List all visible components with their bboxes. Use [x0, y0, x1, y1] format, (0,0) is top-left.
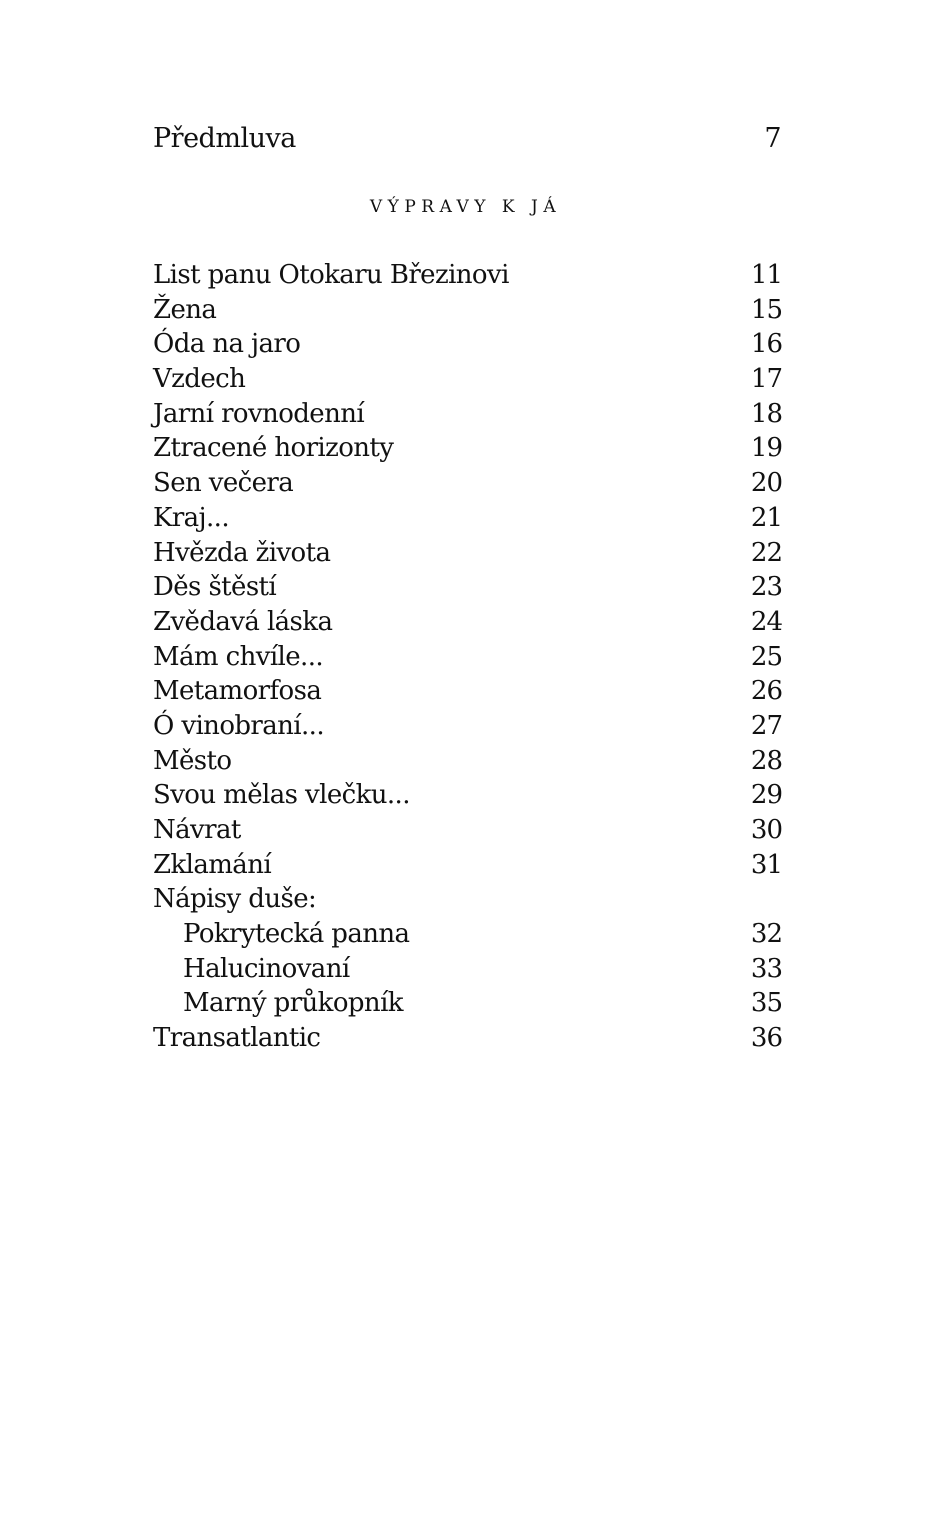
toc-entry [153, 674, 782, 709]
toc-entry-title: Kraj... [153, 502, 230, 533]
toc-entry-title: Vzdech [153, 364, 246, 395]
toc-entry [153, 709, 782, 744]
toc-entry [153, 501, 782, 536]
toc-entry-title: Halucinovaní [183, 953, 350, 984]
toc-entry-title: Hvězda života [153, 537, 331, 568]
toc-entry-page: 19 [750, 433, 782, 464]
toc-entry [153, 848, 782, 883]
toc-entry-title: Transatlantic [153, 1023, 321, 1054]
toc-entry [153, 640, 782, 675]
toc-entry-page: 11 [750, 260, 782, 290]
toc-entry [153, 293, 782, 328]
toc-entry-page: 27 [750, 710, 782, 741]
toc-group-heading [153, 882, 782, 917]
toc-entry-title: Návrat [153, 815, 241, 845]
toc-group-title: Nápisy duše: [153, 884, 317, 915]
toc-entry-page: 35 [750, 988, 782, 1019]
toc-entry-page: 28 [750, 745, 782, 776]
toc-entry-page: 16 [750, 329, 782, 360]
toc-entry-page: 17 [750, 364, 782, 395]
toc-entry-title: Marný průkopník [183, 988, 403, 1019]
toc-entry-title: Óda na jaro [153, 329, 301, 360]
toc-entry [153, 327, 782, 362]
toc-entry-page: 26 [750, 676, 782, 707]
toc-entry-title: Jarní rovnodenní [153, 398, 365, 429]
toc-entry-title: Sen večera [153, 468, 294, 499]
toc-entry-page: 25 [750, 641, 782, 672]
toc-entry-page: 32 [750, 919, 782, 950]
preface-title: Předmluva [153, 122, 296, 154]
toc-entry-title: Mám chvíle... [153, 641, 324, 672]
section-heading: VÝPRAVY K JÁ [369, 197, 562, 217]
toc-entry-page: 22 [750, 537, 782, 568]
toc-entry [153, 536, 782, 571]
toc-entry-title: Žena [153, 294, 217, 325]
toc-entry-title: Svou mělas vlečku... [153, 780, 410, 811]
toc-entry-title: Zklamání [153, 849, 272, 880]
toc-entry-page: 23 [750, 572, 782, 603]
toc-entry [153, 466, 782, 501]
toc-entry-page: 29 [750, 780, 782, 811]
toc-entry-title: Město [153, 745, 232, 776]
toc-entry [153, 570, 782, 605]
toc-entry-page: 20 [750, 468, 782, 499]
toc-entry-title: Metamorfosa [153, 676, 322, 707]
toc-entry [153, 362, 782, 397]
toc-entry-page: 30 [750, 815, 782, 845]
toc-entry-title: List panu Otokaru Březinovi [153, 260, 509, 290]
toc-entry [153, 258, 782, 293]
toc-entry-page: 21 [750, 502, 782, 533]
toc-subentry [153, 986, 782, 1021]
toc-entry-title: Ztracené horizonty [153, 433, 394, 464]
toc-entry-page: 15 [750, 294, 782, 325]
toc-entry-page: 31 [750, 849, 782, 880]
toc-entry [153, 1021, 782, 1056]
toc-entry [153, 778, 782, 813]
toc-entry-title: Ó vinobraní... [153, 710, 325, 741]
toc-entry [153, 431, 782, 466]
toc-entry [153, 397, 782, 432]
toc-subentry [153, 917, 782, 952]
preface-page-number: 7 [764, 122, 781, 154]
toc-entry-page: 33 [750, 953, 782, 984]
toc-entry-page: 36 [750, 1023, 782, 1054]
toc-entry-page: 18 [750, 398, 782, 429]
toc-entry-page: 24 [750, 606, 782, 637]
table-of-contents [153, 258, 782, 1056]
toc-preface-row [153, 118, 781, 158]
toc-subentry [153, 952, 782, 987]
toc-entry-title: Zvědavá láska [153, 606, 333, 637]
toc-entry [153, 605, 782, 640]
toc-entry-title: Děs štěstí [153, 572, 277, 603]
toc-entry-title: Pokrytecká panna [183, 919, 410, 950]
toc-entry [153, 813, 782, 848]
toc-entry [153, 744, 782, 779]
